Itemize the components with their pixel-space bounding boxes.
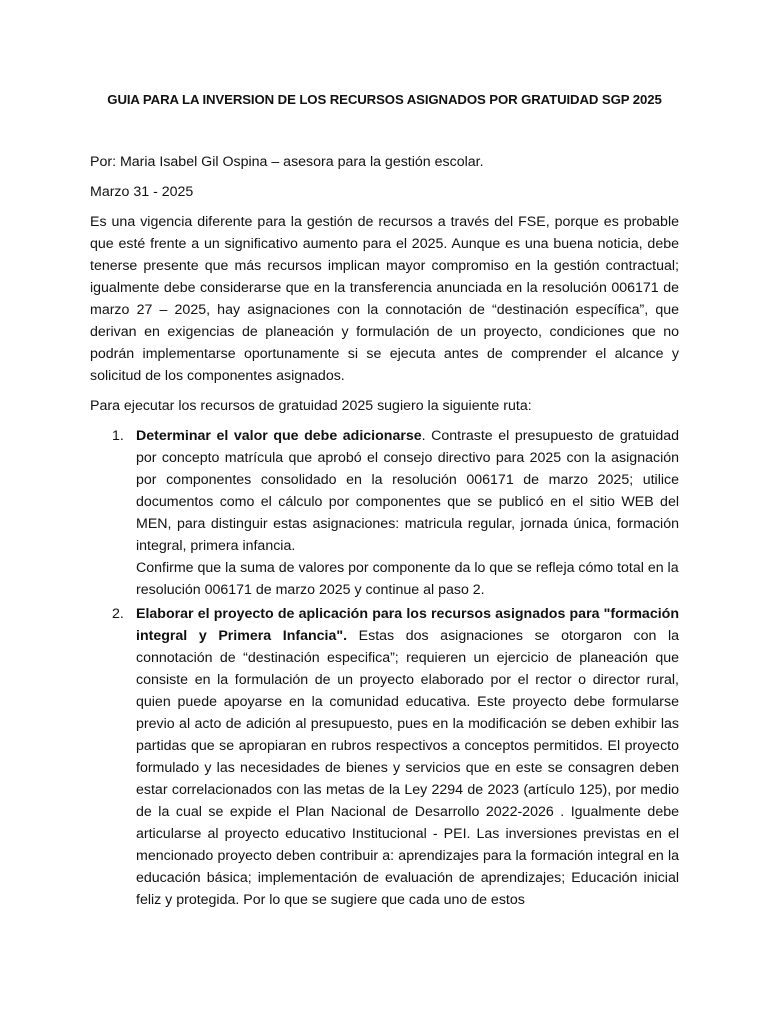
- steps-list: [90, 425, 679, 911]
- step-extra: Confirme que la suma de valores por componente da lo que se refleja cómo total en la resolución 006171 de marzo 2025 y continue al paso 2.: [136, 560, 679, 598]
- step-text: Estas dos asignaciones se otorgaron con la connotación de “destinación especifica”; requieren un ejercicio de planeación que consiste en la formulación de un proyecto elaborado por el rector o director rural, quien puede apoyarse en la comunidad educativa. Este proyecto debe formularse previo al acto de adición al presupuesto, pues en la modificación se deben exhibir las partidas que se apropiaran en rubros respectivos a conceptos permitidos. El proyecto formulado y las necesidades de bienes y servicios que en este se consagren deben estar correlacionados con las metas de la Ley 2294 de 2023 (artículo 125), por medio de la cual se expide el Plan Nacional de Desarrollo 2022-2026 . Igualmente debe articularse al proyecto educativo Institucional - PEI. Las inversiones previstas en el mencionado proyecto deben contribuir a: aprendizajes para la formación integral en la educación básica; implementación de evaluación de aprendizajes; Educación inicial feliz y protegida. Por lo que se sugiere que cada uno de estos: [136, 628, 679, 908]
- step-lead: Elaborar el proyecto de aplicación para los recursos asignados para "formación integral y Primera Infancia".: [136, 606, 679, 644]
- step-number: 2.: [112, 606, 124, 622]
- step-number: 1.: [112, 428, 124, 444]
- route-intro: Para ejecutar los recursos de gratuidad 2025 sugiero la siguiente ruta:: [90, 398, 532, 414]
- document-date: Marzo 31 - 2025: [90, 184, 194, 200]
- intro-paragraph: Es una vigencia diferente para la gestión de recursos a través del FSE, porque es probable que esté frente a un significativo aumento para el 2025. Aunque es una buena noticia, debe tenerse presente que más recursos implican mayor compromiso en la gestión contractual; igualmente debe considerarse que en la transferencia anunciada en la resolución 006171 de marzo 27 – 2025, hay asignaciones con la connotación de “destinación específica”, que derivan en exigencias de planeación y formulación de un proyecto, condiciones que no podrán implementarse oportunamente si se ejecuta antes de comprender el alcance y solicitud de los componentes asignados.: [90, 214, 679, 384]
- document-title: GUIA PARA LA INVERSION DE LOS RECURSOS ASIGNADOS POR GRATUIDAD SGP 2025: [107, 92, 662, 107]
- author-line: Por: Maria Isabel Gil Ospina – asesora para la gestión escolar.: [90, 154, 484, 170]
- step-text: . Contraste el presupuesto de gratuidad por concepto matrícula que aprobó el consejo directivo para 2025 con la asignación por componentes consolidado en la resolución 006171 de marzo 2025; utilice documentos como el cálculo por componentes que se publicó en el sitio WEB del MEN, para distinguir estas asignaciones: matricula regular, jornada única, formación integral, primera infancia.: [136, 428, 679, 554]
- step-lead: Determinar el valor que debe adicionarse: [136, 428, 422, 444]
- step-1: [112, 425, 679, 601]
- step-2: [112, 603, 679, 911]
